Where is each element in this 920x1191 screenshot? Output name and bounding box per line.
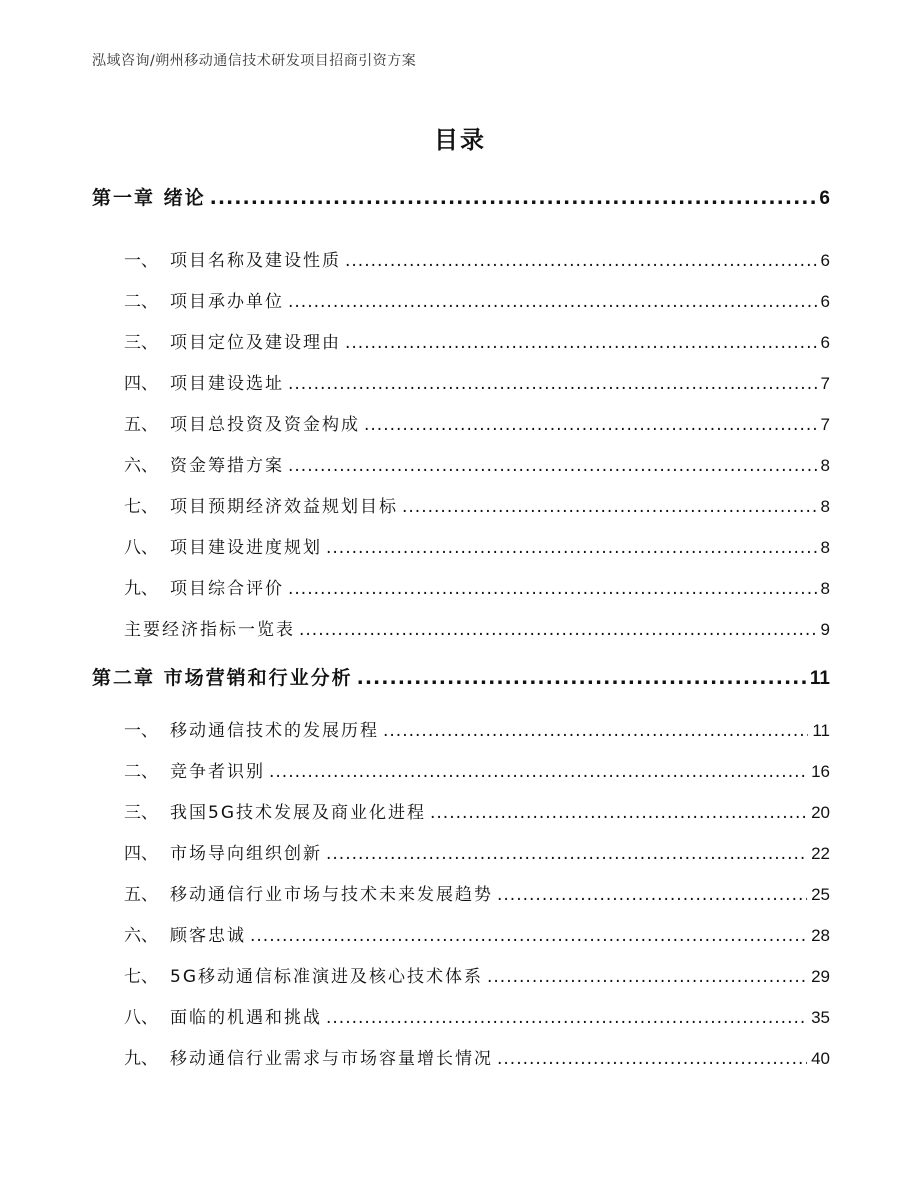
toc-page-number: 6 xyxy=(820,333,830,352)
toc-entry-label: 市场导向组织创新 xyxy=(170,844,322,864)
toc-leader-dots xyxy=(288,292,817,312)
toc-entry-label: 第二章 市场营销和行业分析 xyxy=(92,667,353,689)
toc-section-entry[interactable] xyxy=(92,1003,830,1028)
toc-section-entry[interactable] xyxy=(92,287,830,312)
toc-chapter-entry[interactable] xyxy=(92,663,830,690)
toc-leader-dots xyxy=(288,456,817,476)
toc-page-number: 22 xyxy=(811,844,830,863)
toc-leader-dots xyxy=(326,1008,807,1028)
toc-leader-dots xyxy=(497,1049,807,1069)
toc-page-number: 9 xyxy=(820,620,830,639)
toc-entry-number: 七、 xyxy=(124,967,158,987)
toc-entry-label: 项目定位及建设理由 xyxy=(170,333,341,353)
toc-chapter-entry[interactable] xyxy=(92,183,830,210)
toc-section-entry[interactable] xyxy=(92,757,830,782)
toc-page-number: 8 xyxy=(820,538,830,557)
toc-page-number: 7 xyxy=(820,415,830,434)
toc-entry-number: 六、 xyxy=(124,926,158,946)
toc-entry-number: 六、 xyxy=(124,456,158,476)
toc-entry-number: 二、 xyxy=(124,762,158,782)
toc-entry-label: 资金筹措方案 xyxy=(170,456,284,476)
toc-entry-number: 四、 xyxy=(124,844,158,864)
toc-page-number: 8 xyxy=(820,579,830,598)
toc-entry-number: 八、 xyxy=(124,1008,158,1028)
toc-leader-dots xyxy=(210,187,816,209)
toc-page-number: 16 xyxy=(811,762,830,781)
toc-entry-number: 九、 xyxy=(124,579,158,599)
toc-page-number: 7 xyxy=(820,374,830,393)
toc-leader-dots xyxy=(430,803,807,823)
toc-page-number: 29 xyxy=(811,967,830,986)
toc-section-entry[interactable] xyxy=(92,615,830,640)
toc-section-entry[interactable] xyxy=(92,369,830,394)
toc-entry-label: 项目综合评价 xyxy=(170,579,284,599)
toc-leader-dots xyxy=(383,721,808,741)
toc-entry-number: 五、 xyxy=(124,885,158,905)
toc-entry-label: 我国5G技术发展及商业化进程 xyxy=(170,803,426,823)
toc-page-number: 11 xyxy=(809,668,830,689)
toc-entry-number: 四、 xyxy=(124,374,158,394)
toc-leader-dots xyxy=(326,844,807,864)
toc-entry-number: 三、 xyxy=(124,333,158,353)
toc-section-entry[interactable] xyxy=(92,1044,830,1069)
toc-page-number: 6 xyxy=(820,251,830,270)
toc-leader-dots xyxy=(250,926,807,946)
toc-entry-label: 项目建设进度规划 xyxy=(170,538,322,558)
toc-leader-dots xyxy=(487,967,807,987)
toc-leader-dots xyxy=(345,333,817,353)
toc-section-entry[interactable] xyxy=(92,921,830,946)
toc-entry-number: 五、 xyxy=(124,415,158,435)
toc-entry-number: 一、 xyxy=(124,251,158,271)
toc-entry-label: 项目总投资及资金构成 xyxy=(170,415,360,435)
toc-section-entry[interactable] xyxy=(92,451,830,476)
toc-leader-dots xyxy=(326,538,817,558)
toc-section-entry[interactable] xyxy=(92,328,830,353)
toc-entry-label: 项目名称及建设性质 xyxy=(170,251,341,271)
toc-entry-label: 项目建设选址 xyxy=(170,374,284,394)
toc-page-number: 11 xyxy=(812,721,830,740)
toc-entry-label: 竞争者识别 xyxy=(170,762,265,782)
toc-page-number: 35 xyxy=(811,1008,830,1027)
toc-entry-number: 九、 xyxy=(124,1049,158,1069)
toc-entry-label: 面临的机遇和挑战 xyxy=(170,1008,322,1028)
toc-leader-dots xyxy=(288,374,817,394)
toc-leader-dots xyxy=(357,667,806,689)
toc-page-number: 6 xyxy=(820,292,830,311)
toc-entry-label: 顾客忠诚 xyxy=(170,926,246,946)
toc-section-entry[interactable] xyxy=(92,716,830,741)
toc-leader-dots xyxy=(288,579,817,599)
toc-leader-dots xyxy=(345,251,817,271)
toc-section-entry[interactable] xyxy=(92,880,830,905)
toc-entry-label: 主要经济指标一览表 xyxy=(124,620,295,640)
toc-page-number: 8 xyxy=(820,456,830,475)
toc-leader-dots xyxy=(269,762,807,782)
toc-entry-label: 5G移动通信标准演进及核心技术体系 xyxy=(170,967,483,987)
toc-entry-label: 移动通信行业市场与技术未来发展趋势 xyxy=(170,885,493,905)
toc-section-entry[interactable] xyxy=(92,246,830,271)
page-title: 目录 xyxy=(434,126,486,154)
toc-entry-number: 三、 xyxy=(124,803,158,823)
toc-page-number: 8 xyxy=(820,497,830,516)
toc-leader-dots xyxy=(497,885,807,905)
toc-page-number: 40 xyxy=(811,1049,830,1068)
toc-entry-label: 第一章 绪论 xyxy=(92,187,206,209)
toc-page-number: 6 xyxy=(819,188,830,209)
toc-entry-label: 移动通信行业需求与市场容量增长情况 xyxy=(170,1049,493,1069)
toc-page-number: 28 xyxy=(811,926,830,945)
toc-entry-number: 一、 xyxy=(124,721,158,741)
toc-entry-number: 八、 xyxy=(124,538,158,558)
toc-entry-label: 项目承办单位 xyxy=(170,292,284,312)
toc-entry-number: 七、 xyxy=(124,497,158,517)
toc-section-entry[interactable] xyxy=(92,839,830,864)
toc-leader-dots xyxy=(364,415,817,435)
toc-leader-dots xyxy=(299,620,817,640)
toc-entry-label: 移动通信技术的发展历程 xyxy=(170,721,379,741)
toc-section-entry[interactable] xyxy=(92,962,830,987)
toc-entry-number: 二、 xyxy=(124,292,158,312)
toc-entry-label: 项目预期经济效益规划目标 xyxy=(170,497,398,517)
toc-section-entry[interactable] xyxy=(92,410,830,435)
toc-section-entry[interactable] xyxy=(92,492,830,517)
toc-page-number: 25 xyxy=(811,885,830,904)
toc-section-entry[interactable] xyxy=(92,533,830,558)
toc-section-entry[interactable] xyxy=(92,574,830,599)
toc-section-entry[interactable] xyxy=(92,798,830,823)
toc-page-number: 20 xyxy=(811,803,830,822)
toc-leader-dots xyxy=(402,497,817,517)
running-header: 泓域咨询/朔州移动通信技术研发项目招商引资方案 xyxy=(92,53,417,69)
